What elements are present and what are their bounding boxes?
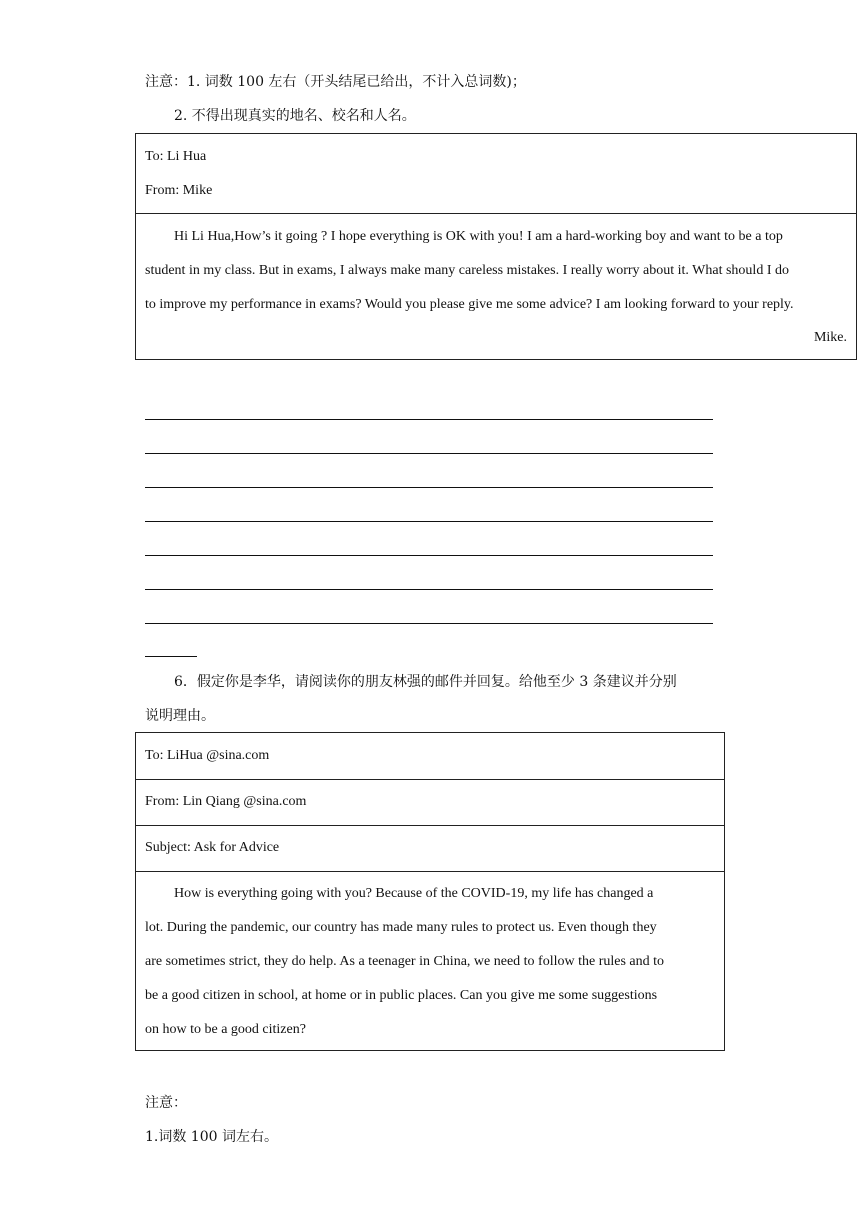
answer-line[interactable] [145,453,713,454]
letter2-body-line: are sometimes strict, they do help. As a teenager in China, we need to follow the rules and to [145,954,665,969]
letter2-body-line: How is everything going with you? Because of the COVID-19, my life has changed a [174,886,654,901]
answer-line[interactable] [145,555,713,556]
question6-line1: 6．假定你是李华，请阅读你的朋友林强的邮件并回复。给他至少 3 条建议并分别 [174,674,677,690]
letter1-header [136,134,856,213]
note-bottom-title: 注意： [145,1095,187,1111]
letter1-from: From: Mike [145,183,213,198]
letter2-to: To: LiHua @sina.com [145,748,270,763]
letter2-subject-row [136,825,724,871]
note-bottom-line1: 1.词数 100 词左右。 [145,1129,278,1145]
answer-line[interactable] [145,487,713,488]
answer-line[interactable] [145,623,713,624]
letter1-to: To: Li Hua [145,149,207,164]
letter2-body [136,871,724,1050]
answer-line[interactable] [145,521,713,522]
answer-line[interactable] [145,419,713,420]
letter1-body-line: Hi Li Hua,How’s it going ? I hope everything is OK with you! I am a hard-working boy and want to be a top [174,229,783,244]
letter1-signature: Mike. [813,330,847,345]
letter2-from: From: Lin Qiang @sina.com [145,794,307,809]
answer-line[interactable] [145,589,713,590]
letter2-body-line: on how to be a good citizen? [145,1022,306,1037]
answer-line-short[interactable] [145,656,197,657]
letter1-body-line: to improve my performance in exams? Would you please give me some advice? I am looking forward to your reply. [145,297,794,312]
note-top-line2: 2. 不得出现真实的地名、校名和人名。 [174,108,416,124]
letter2-box [135,732,725,1051]
letter1-body-line: student in my class. But in exams, I always make many careless mistakes. I really worry about it. What should I do [145,263,789,278]
letter2-body-line: lot. During the pandemic, our country has made many rules to protect us. Even though they [145,920,657,935]
letter1-body [136,213,856,359]
note-top-line1: 注意：1. 词数 100 左右（开头结尾已给出，不计入总词数)； [145,74,526,90]
question6-line2: 说明理由。 [145,708,215,724]
letter2-subject: Subject: Ask for Advice [145,840,280,855]
letter2-body-line: be a good citizen in school, at home or in public places. Can you give me some suggestions [145,988,658,1003]
letter2-from-row [136,779,724,825]
letter1-box [135,133,857,360]
letter2-to-row [136,733,724,779]
